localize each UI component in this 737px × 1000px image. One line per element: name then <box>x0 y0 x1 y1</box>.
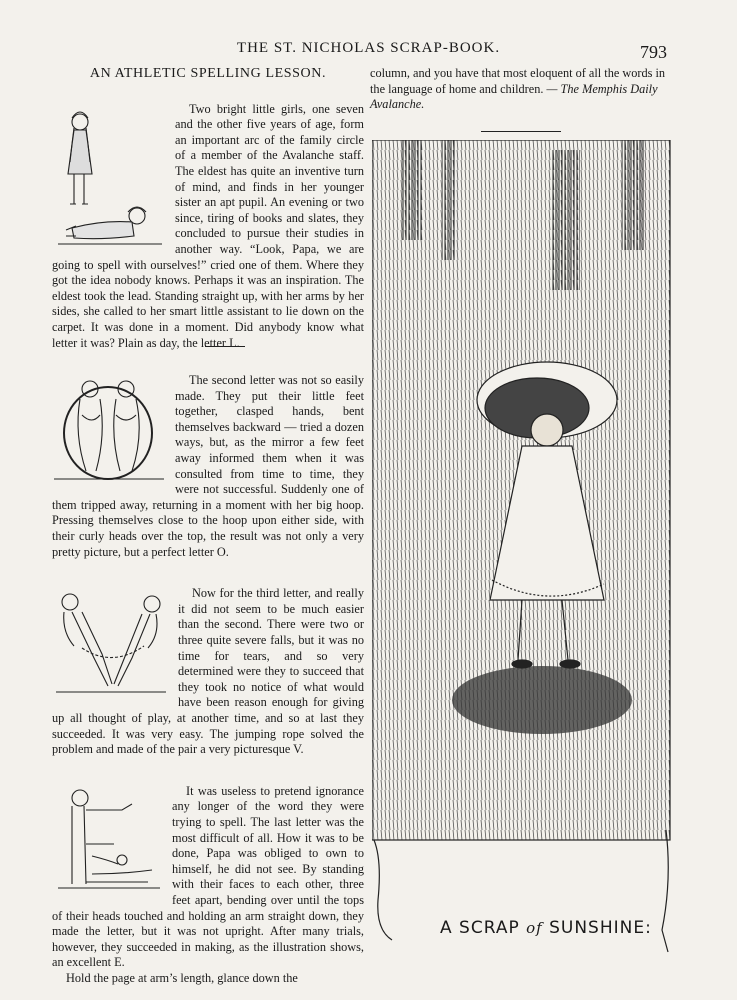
scrap-of-sunshine-illustration <box>372 140 674 960</box>
article-title: AN ATHLETIC SPELLING LESSON. <box>89 66 327 81</box>
left-column <box>52 66 364 986</box>
figure-letter-e <box>52 786 164 894</box>
section-letter-o <box>52 373 364 560</box>
running-title: THE ST. NICHOLAS SCRAP-BOOK. <box>236 40 501 56</box>
figure-letter-v <box>52 588 170 698</box>
caption-part-1: A SCRAP <box>440 918 520 938</box>
continuation: column, and you have that most eloquent of all the words in the language of home and children. <box>370 66 666 96</box>
section-letter-v <box>52 586 364 758</box>
section-letter-l <box>52 102 364 352</box>
figure-letter-l <box>52 104 167 252</box>
paragraph-5: Hold the page at arm’s length, glance down the <box>66 970 298 985</box>
paragraph-1: Two bright little girls, one seven and the other five years of age, form an important arc of the family circle of a member of the Avalanche staff. The eldest has quite an inventive turn of mind, and finds in her younger sister an apt pupil. An evening or two since, tiring of books and slates, they concluded to pursue their studies in another way. “Look, Papa, we are going to spell with ourselves!” cried one of them. Where they got the idea nobody knows. Perhaps it was an inspiration. The eldest took the lead. Standing straight up, with her arms by her sides, she called to her smart little assistant to lie down on the carpet. It was done in a moment. Did anybody know what letter it was? Plain as day, the letter L. <box>52 101 364 350</box>
section-letter-e <box>52 784 364 987</box>
source-attribution: — The Memphis Daily Avalanche. <box>370 81 658 112</box>
right-column <box>370 66 672 146</box>
paragraph-4: It was useless to pretend ignorance any longer of the word they were trying to spell. The last letter was the most difficult of all. How it was to be done, Papa was obliged to own to himself, he did not see. By standing with their faces to each other, three feet apart, bending over until the tops of their heads touched and holding an arm straight down, they made the letter, but it was not upright. After many trials, however, they succeeded in making, as the illustration shows, an excellent E. <box>52 783 364 970</box>
page-number: 793 <box>640 42 667 62</box>
caption-part-2: of <box>526 919 543 937</box>
section-divider <box>205 346 245 347</box>
caption-part-3: SUNSHINE: <box>549 918 652 938</box>
continuation-text <box>370 66 672 113</box>
paragraph-3: Now for the third letter, and really it did not seem to be much easier than the second. There were two or three quite severe falls, but it was no time for tears, and so very determined were they to succeed that they took no notice of what would have been reason enough for giving up all thought of play, at another time, and so at last they succeeded. It was very easy. The jumping rope solved the problem and made of the pair a very picturesque V. <box>52 586 364 757</box>
illustration-caption <box>440 918 652 938</box>
paragraph-2: The second letter was not so easily made. They put their little feet together, clasped hands, bent themselves backward — tried a dozen ways, but, as the mirror a few feet away informed them when it was consulted from time to time, they were not successful. Suddenly one of them tripped away, returning in a moment with her big hoop. Pressing themselves close to the hoop upon either side, with their curly heads over the top, the result was not only a very pretty picture, but a perfect letter O. <box>52 373 364 559</box>
article-end-rule <box>481 131 561 132</box>
figure-letter-o <box>52 375 167 485</box>
